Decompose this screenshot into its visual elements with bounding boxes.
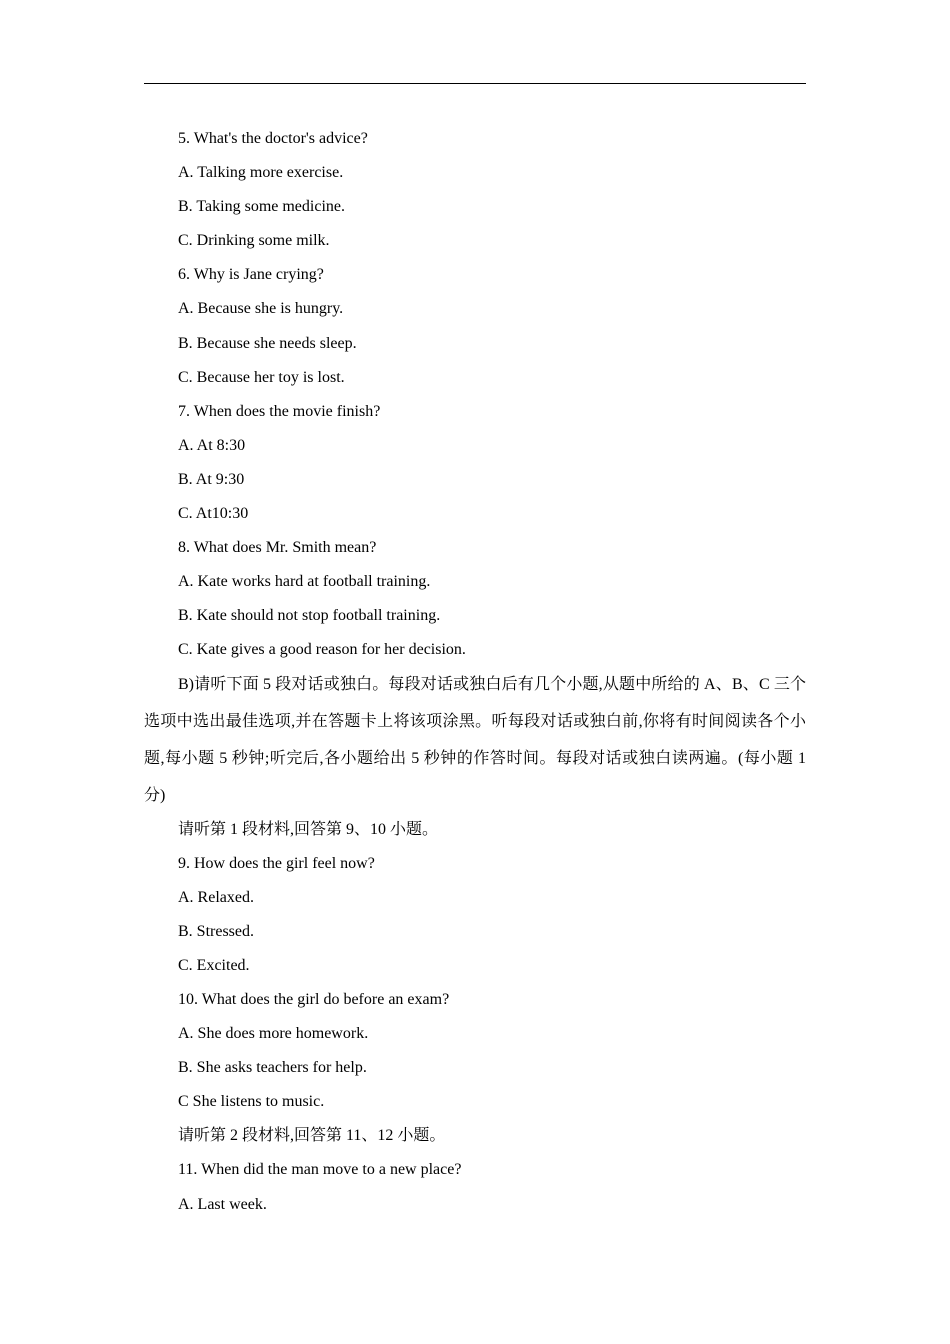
option-9b: B. Stressed. [178,922,254,940]
option-5a: A. Talking more exercise. [178,164,344,182]
option-7a: A. At 8:30 [178,436,246,454]
option-7b: B. At 9:30 [178,470,245,488]
option-6b: B. Because she needs sleep. [178,334,357,352]
option-11a: A. Last week. [178,1195,267,1213]
question-9: 9. How does the girl feel now? [178,854,375,872]
option-7c: C. At10:30 [178,505,249,523]
header-rule [144,83,806,84]
option-6c: C. Because her toy is lost. [178,368,345,386]
option-5b: B. Taking some medicine. [178,198,345,216]
option-10a: A. She does more homework. [178,1025,369,1043]
question-11: 11. When did the man move to a new place? [178,1161,462,1179]
question-10: 10. What does the girl do before an exam? [178,990,450,1008]
question-6: 6. Why is Jane crying? [178,266,324,284]
option-9a: A. Relaxed. [178,888,254,906]
option-5c: C. Drinking some milk. [178,232,330,250]
material-1-instruction: 请听第 1 段材料,回答第 9、10 小题。 [178,820,439,838]
option-8c: C. Kate gives a good reason for her decision. [178,641,466,659]
option-8a: A. Kate works hard at football training. [178,573,431,591]
question-5: 5. What's the doctor's advice? [178,130,368,147]
option-9c: C. Excited. [178,956,250,974]
option-10b: B. She asks teachers for help. [178,1059,367,1077]
section-b-instruction: B)请听下面 5 段对话或独白。每段对话或独白后有几个小题,从题中所给的 A、B、C 三个选项中选出最佳选项,并在答题卡上将该项涂黑。听每段对话或独白前,你将有时间阅读各个小题,每小题 5 秒钟;听完后,各小题给出 5 秒钟的作答时间。每段对话或独白读两遍。(每小题 1 分) [144,675,806,804]
material-2-instruction: 请听第 2 段材料,回答第 11、12 小题。 [178,1127,446,1145]
question-7: 7. When does the movie finish? [178,402,381,420]
option-6a: A. Because she is hungry. [178,300,344,318]
question-8: 8. What does Mr. Smith mean? [178,539,377,557]
document-body [144,122,806,1222]
option-8b: B. Kate should not stop football training. [178,607,441,625]
option-10c: C She listens to music. [178,1093,325,1111]
